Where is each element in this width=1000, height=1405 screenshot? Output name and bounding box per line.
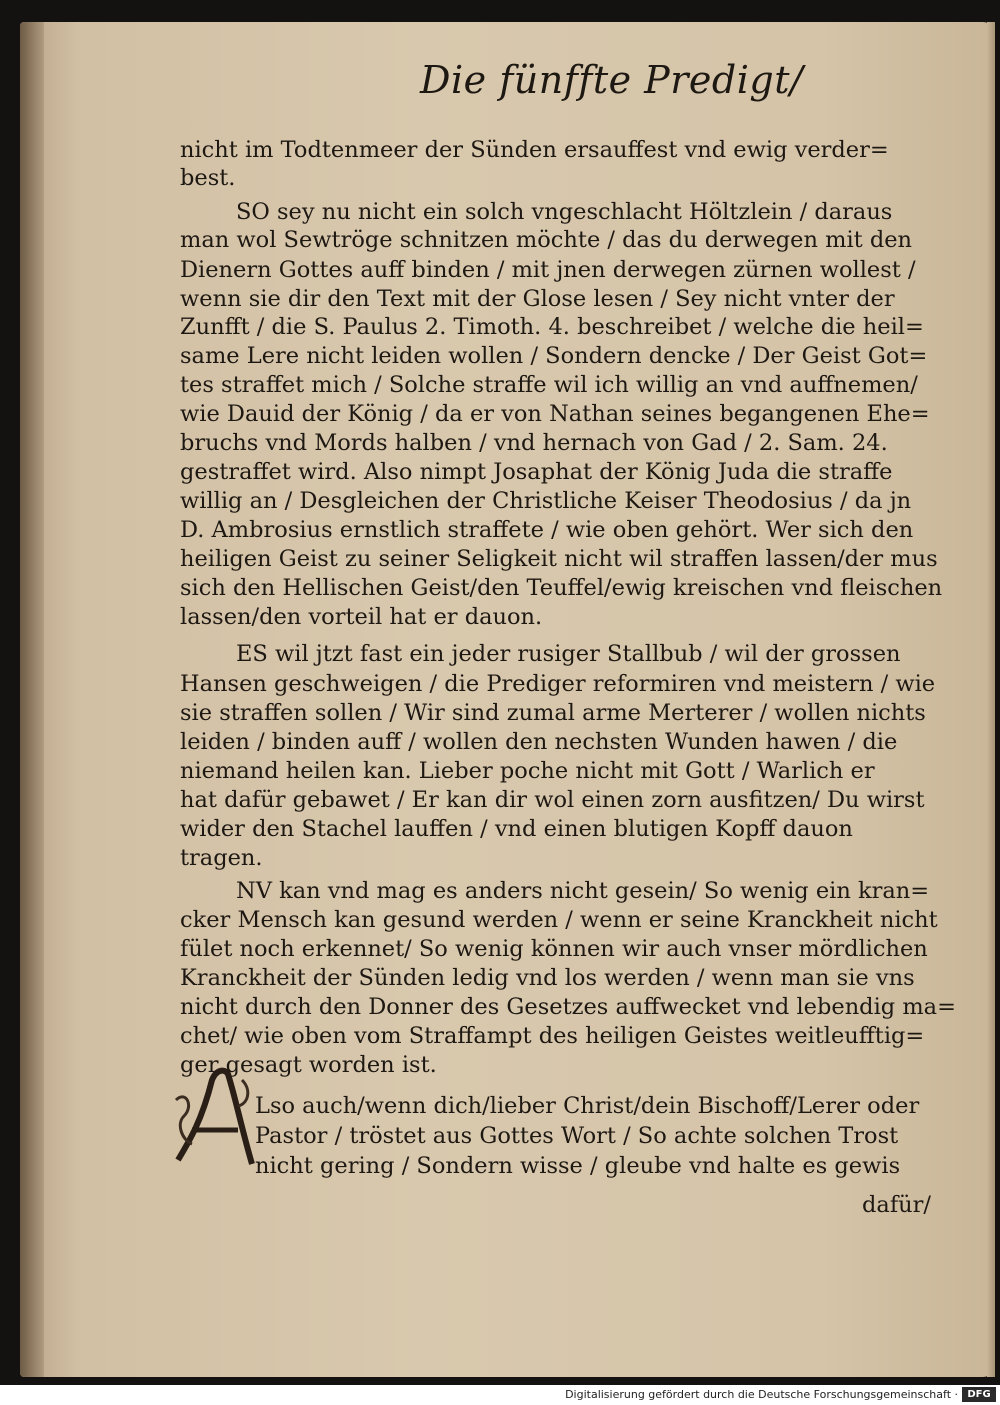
text-line: willig an / Desgleichen der Christliche Keiser Theodosius / da jn [180,488,912,514]
text-line: D. Ambrosius ernstlich straffete / wie oben gehört. Wer sich den [180,517,914,543]
text-line: SO sey nu nicht ein solch vngeschlacht Höltzlein / daraus [236,199,893,225]
text-line: wie Dauid der König / da er von Nathan seines begangenen Ehe= [180,401,930,427]
text-line: cker Mensch kan gesund werden / wenn er seine Kranckheit nicht [180,907,938,933]
text-line: hat dafür gebawet / Er kan dir wol einen zorn ausfitzen/ Du wirst [180,787,925,813]
text-line: ger gesagt worden ist. [180,1052,437,1078]
text-line: fület noch erkennet/ So wenig können wir auch vnser mördlichen [180,936,928,962]
text-line: Lso auch/wenn dich/lieber Christ/dein Bischoff/Lerer oder [255,1093,920,1119]
text-line: NV kan vnd mag es anders nicht gesein/ So wenig ein kran= [236,878,930,904]
text-line: best. [180,165,236,191]
catchword: dafür/ [862,1192,931,1218]
text-line: nicht im Todtenmeer der Sünden ersauffest vnd ewig verder= [180,137,889,163]
text-line: chet/ wie oben vom Straffampt des heiligen Geistes weitleufftig= [180,1023,925,1049]
text-line: heiligen Geist zu seiner Seligkeit nicht wil straffen lassen/der mus [180,546,938,572]
running-head: Die fünffte Predigt/ [420,58,804,102]
initial-letter [178,1066,250,1166]
book-spine [20,22,44,1377]
text-line: Zunfft / die S. Paulus 2. Timoth. 4. beschreibet / welche die heil= [180,314,924,340]
text-line: gestraffet wird. Also nimpt Josaphat der König Juda die straffe [180,459,893,485]
digitization-credit: Digitalisierung gefördert durch die Deutsche Forschungsgemeinschaft · [565,1388,958,1401]
text-line: wider den Stachel lauffen / vnd einen blutigen Kopff dauon [180,816,853,842]
text-line: niemand heilen kan. Lieber poche nicht mit Gott / Warlich er [180,758,875,784]
text-line: wenn sie dir den Text mit der Glose lesen / Sey nicht vnter der [180,286,895,312]
text-line: Pastor / tröstet aus Gottes Wort / So achte solchen Trost [255,1123,899,1149]
text-line: leiden / binden auff / wollen den nechsten Wunden hawen / die [180,729,898,755]
text-line: nicht gering / Sondern wisse / gleube vnd halte es gewis [255,1153,901,1179]
text-line: ES wil jtzt fast ein jeder rusiger Stallbub / wil der grossen [236,641,901,667]
footer-bar [0,1385,1000,1405]
text-line: tragen. [180,845,263,871]
text-line: man wol Sewtröge schnitzen möchte / das du derwegen mit den [180,227,913,253]
text-line: sie straffen sollen / Wir sind zumal arme Merterer / wollen nichts [180,700,926,726]
text-line: nicht durch den Donner des Gesetzes auffwecket vnd lebendig ma= [180,994,956,1020]
text-line: Kranckheit der Sünden ledig vnd los werden / wenn man sie vns [180,965,915,991]
dfg-logo-icon: DFG [962,1387,996,1402]
text-line: same Lere nicht leiden wollen / Sondern dencke / Der Geist Got= [180,343,928,369]
text-line: tes straffet mich / Solche straffe wil ich willig an vnd auffnemen/ [180,372,918,398]
text-line: Hansen geschweigen / die Prediger reformiren vnd meistern / wie [180,671,936,697]
text-line: bruchs vnd Mords halben / vnd hernach von Gad / 2. Sam. 24. [180,430,888,456]
text-line: sich den Hellischen Geist/den Teuffel/ewig kreischen vnd fleischen [180,575,943,601]
text-line: Dienern Gottes auff binden / mit jnen derwegen zürnen wollest / [180,257,916,283]
text-line: lassen/den vorteil hat er dauon. [180,604,543,630]
